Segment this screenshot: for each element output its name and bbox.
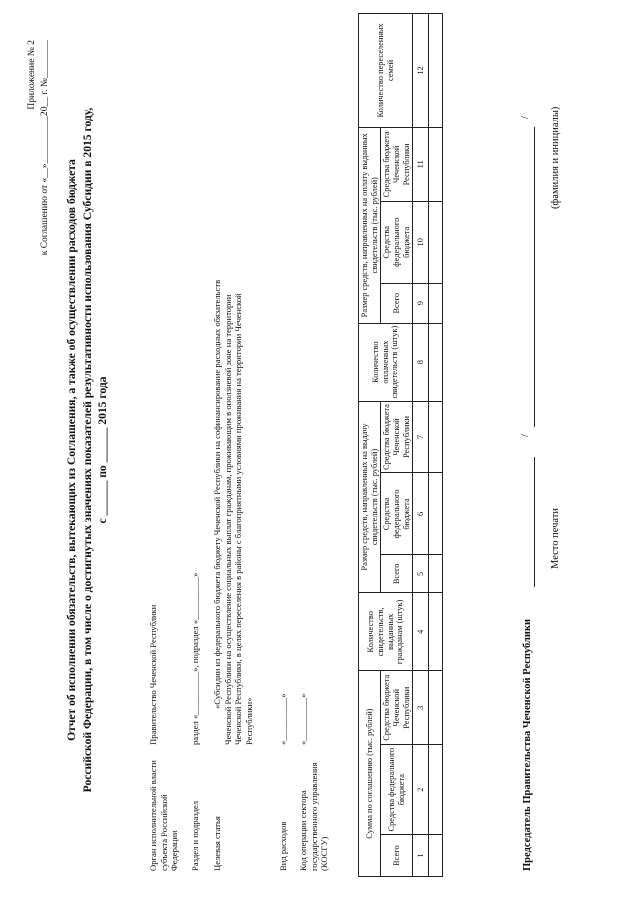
section-label: Раздел и подраздел	[190, 800, 200, 871]
signature-position	[522, 619, 533, 871]
data-cell	[429, 671, 443, 745]
report-title	[64, 55, 111, 845]
signatory-position: Председатель Правительства Чеченской Республики	[522, 618, 533, 871]
header-relocated-families: Количество переселенных семей	[359, 14, 413, 128]
header-paid-certificates: Количество оплаченных свидетельств (штук)	[359, 323, 413, 401]
column-number: 7	[413, 401, 429, 473]
column-number: 12	[413, 14, 429, 128]
signature-line	[534, 457, 535, 587]
kosgu-value: «__________»	[298, 693, 308, 745]
data-cell	[429, 323, 443, 401]
header-federal-2: Средства федерального бюджета	[381, 473, 413, 555]
header-regional-1: Средства бюджета Чеченской Республики	[381, 671, 413, 745]
header-funds-for-payment: Размер средств, направленных на оплату выданных свидетельств (тыс. рублей)	[359, 127, 381, 323]
data-cell	[429, 283, 443, 323]
data-cell	[429, 555, 443, 593]
header-funds-for-issue: Размер средств, направленных на выдачу свидетельств (тыс. рублей)	[359, 401, 381, 593]
report-title-line-3: с ______ по ______ 2015 года	[96, 376, 110, 524]
data-cell	[429, 127, 443, 201]
column-number: 1	[413, 835, 429, 877]
header-federal-1: Средства федерального бюджета	[381, 745, 413, 835]
header-federal-3: Средства федерального бюджета	[381, 201, 413, 283]
expense-label: Вид расходов	[278, 821, 288, 871]
signature-slash-1: /	[520, 434, 531, 437]
appendix-agreement-line: к Соглашению от «__»__________20__ г. №________	[40, 40, 51, 256]
column-number: 2	[413, 745, 429, 835]
table-header-row-2	[381, 14, 413, 877]
column-numbers-row	[413, 14, 429, 877]
name-line	[534, 127, 535, 427]
appendix-title: Приложение № 2	[27, 40, 37, 110]
data-cell	[429, 593, 443, 671]
column-number: 3	[413, 671, 429, 745]
target-value: «Субсидии из федерального бюджета бюджету Чеченской Республики на софинансирование расходных обязательств Чеченской Республики на осуществление социальных выплат гражданам, проживающим в оползневой зоне на территории Чеченской Республики, в целях переселения в районы с благоприятными условиями проживания на территории Чеченской Республики»	[212, 279, 255, 745]
appendix-header	[26, 40, 53, 340]
header-regional-3: Средства бюджета Чеченской Республики	[381, 127, 413, 201]
header-total-3: Всего	[381, 283, 413, 323]
expense-value: «__________»	[278, 693, 288, 745]
authority-value: Правительство Чеченской Республики	[148, 604, 158, 745]
report-table	[358, 13, 443, 877]
column-number: 11	[413, 127, 429, 201]
kosgu-label: Код операции сектора государственного управления (КОСГУ)	[298, 762, 330, 871]
table-data-row	[429, 14, 443, 877]
column-number: 8	[413, 323, 429, 401]
data-cell	[429, 835, 443, 877]
data-cell	[429, 201, 443, 283]
signature-slash-2: /	[520, 116, 531, 119]
stamp-place: Место печати	[550, 507, 561, 569]
data-cell	[429, 14, 443, 128]
column-number: 4	[413, 593, 429, 671]
data-cell	[429, 473, 443, 555]
header-total-1: Всего	[381, 835, 413, 877]
header-regional-2: Средства бюджета Чеченской Республики	[381, 401, 413, 473]
column-number: 9	[413, 283, 429, 323]
table-header-row-1	[359, 14, 381, 877]
header-issued-certificates: Количество свидетельств, выданных гражданам (штук)	[359, 593, 413, 671]
column-number: 6	[413, 473, 429, 555]
target-label: Целевая статья	[212, 816, 222, 871]
column-number: 10	[413, 201, 429, 283]
name-caption: (фамилия и инициалы)	[550, 106, 561, 209]
column-number: 5	[413, 555, 429, 593]
section-value: раздел «__________», подраздел «__________»	[190, 572, 200, 745]
report-title-line-2: Российской Федерации, в том числе о достигнутых значениях показателей результативности использования Субсидии в 2015 году,	[80, 107, 94, 793]
data-cell	[429, 401, 443, 473]
report-title-line-1: Отчет об исполнении обязательств, вытекающих из Соглашения, а также об осуществлении расходов бюджета	[65, 159, 78, 741]
header-total-2: Всего	[381, 555, 413, 593]
data-cell	[429, 745, 443, 835]
header-sum-by-agreement: Сумма по соглашению (тыс. рублей)	[359, 671, 381, 877]
authority-label: Орган исполнительной власти субъекта Российской Федерации	[148, 760, 180, 871]
